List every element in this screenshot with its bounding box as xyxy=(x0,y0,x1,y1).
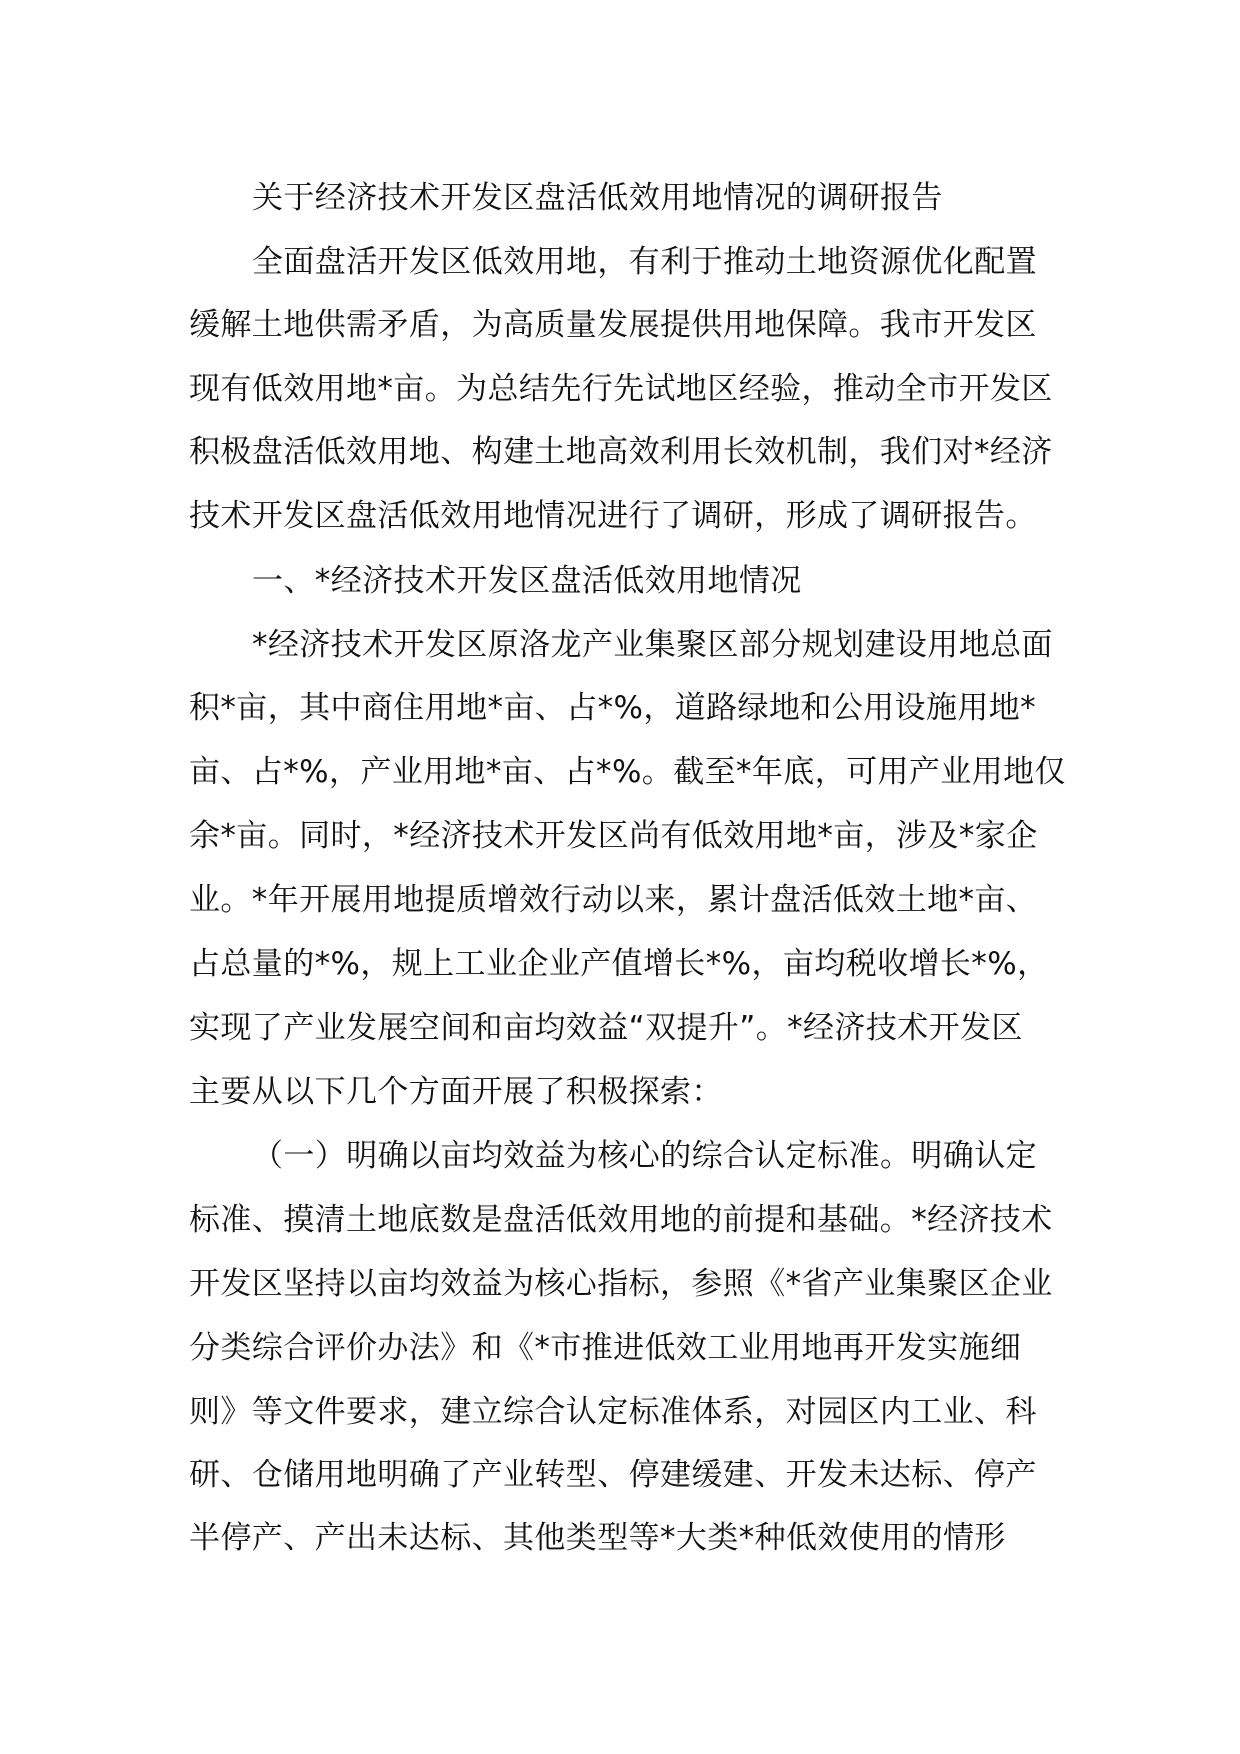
paragraph-line: 现有低效用地*亩。为总结先行先试地区经验，推动全市开发区 xyxy=(189,371,1053,407)
section-heading: 一、*经济技术开发区盘活低效用地情况 xyxy=(252,563,802,599)
paragraph-line: 积*亩，其中商住用地*亩、占*%，道路绿地和公用设施用地* xyxy=(189,690,1037,726)
paragraph-line: 半停产、产出未达标、其他类型等*大类*种低效使用的情形 xyxy=(189,1520,1006,1556)
paragraph-line: 开发区坚持以亩均效益为核心指标，参照《*省产业集聚区企业 xyxy=(189,1266,1053,1302)
paragraph-line: 业。*年开展用地提质增效行动以来，累计盘活低效土地*亩、 xyxy=(189,882,1038,918)
paragraph-line: 研、仓储用地明确了产业转型、停建缓建、开发未达标、停产 xyxy=(189,1457,1037,1493)
paragraph-line: 占总量的*%，规上工业企业产值增长*%，亩均税收增长*%， xyxy=(189,946,1049,982)
paragraph-line: *经济技术开发区原洛龙产业集聚区部分规划建设用地总面 xyxy=(252,627,1053,663)
paragraph-line: 缓解土地供需矛盾，为高质量发展提供用地保障。我市开发区 xyxy=(189,307,1037,343)
paragraph-line: 实现了产业发展空间和亩均效益“双提升”。*经济技术开发区 xyxy=(189,1010,1023,1046)
paragraph-line: 亩、占*%，产业用地*亩、占*%。截至*年底，可用产业用地仅 xyxy=(189,754,1066,790)
paragraph-line: 全面盘活开发区低效用地，有利于推动土地资源优化配置 xyxy=(252,244,1037,280)
paragraph-line: 主要从以下几个方面开展了积极探索： xyxy=(189,1074,723,1110)
paragraph-line: 标准、摸清土地底数是盘活低效用地的前提和基础。*经济技术 xyxy=(189,1202,1053,1238)
paragraph-line: 积极盘活低效用地、构建土地高效利用长效机制，我们对*经济 xyxy=(189,434,1053,470)
page-title: 关于经济技术开发区盘活低效用地情况的调研报告 xyxy=(252,180,943,216)
paragraph-line: 则》等文件要求，建立综合认定标准体系，对园区内工业、科 xyxy=(189,1394,1037,1430)
paragraph-line: 技术开发区盘活低效用地情况进行了调研，形成了调研报告。 xyxy=(189,498,1037,534)
paragraph-line: 分类综合评价办法》和《*市推进低效工业用地再开发实施细 xyxy=(189,1330,1022,1366)
paragraph-line: 余*亩。同时，*经济技术开发区尚有低效用地*亩，涉及*家企 xyxy=(189,818,1038,854)
subsection-heading: （一）明确以亩均效益为核心的综合认定标准。明确认定 xyxy=(252,1138,1037,1174)
